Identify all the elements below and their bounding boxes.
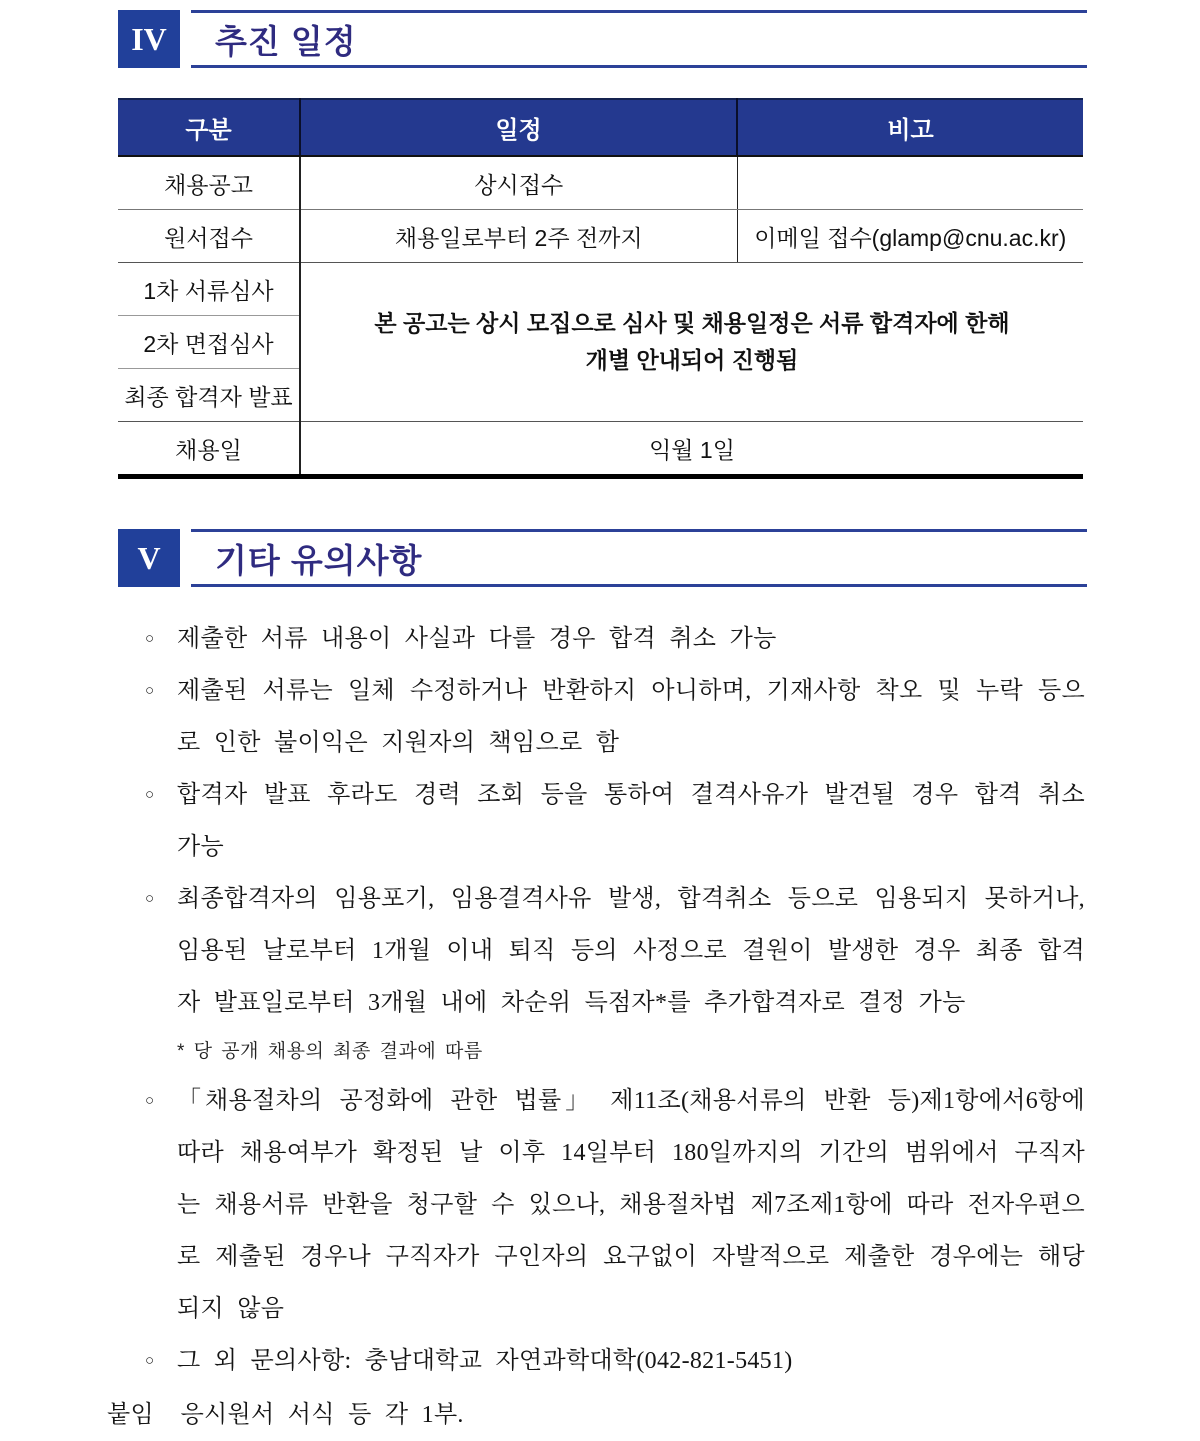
note-text: 「채용절차의 공정화에 관한 법률」 제11조(채용서류의 반환 등)제1항에서6항에 따라 채용여부가 확정된 날 이후 14일부터 180일까지의 기간의 범위에서 구직자는 채용서류 반환을 청구할 수 있으나, 채용절차법 제7조제1항에 따라 전자우편으로 제출된 경우나 구직자가 구인자의 요구없이 자발적으로 제출한 경우에는 해당되지 않음 xyxy=(177,1088,1085,1322)
header-schedule: 일정 xyxy=(300,99,737,156)
section-title-bar xyxy=(191,10,1087,68)
note-text: 그 외 문의사항: 충남대학교 자연과학대학(042-821-5451) xyxy=(177,1348,793,1374)
note-text: 최종합격자의 임용포기, 임용결격사유 발생, 합격취소 등으로 임용되지 못하거나, 임용된 날로부터 1개월 이내 퇴직 등의 사정으로 결원이 발생한 경우 최종 합격자 발표일로부터 3개월 내에 차순위 득점자*를 추가합격자로 결정 가능 xyxy=(177,886,1085,1016)
cell-note: 이메일 접수(glamp@cnu.ac.kr) xyxy=(737,210,1083,263)
header-category: 구분 xyxy=(118,99,300,156)
bullet-circle-icon: ○ xyxy=(145,1353,155,1369)
cell-label: 2차 면접심사 xyxy=(118,316,300,369)
table-row xyxy=(118,422,1083,477)
section-title: 추진 일정 xyxy=(215,22,357,60)
bullet-circle-icon: ○ xyxy=(145,891,155,907)
note-item xyxy=(107,769,1085,873)
cell-label: 원서접수 xyxy=(118,210,300,263)
note-item xyxy=(107,1075,1085,1335)
table-row xyxy=(118,210,1083,263)
cell-label: 1차 서류심사 xyxy=(118,263,300,316)
section-numeral: IV xyxy=(131,20,167,57)
note-item xyxy=(107,873,1085,1029)
schedule-table xyxy=(118,98,1083,479)
section-numeral-box xyxy=(118,529,180,587)
notes-list xyxy=(107,613,1085,1441)
header-note: 비고 xyxy=(737,99,1083,156)
section-numeral-box xyxy=(118,10,180,68)
section-title: 기타 유의사항 xyxy=(215,541,423,579)
note-text: 제출한 서류 내용이 사실과 다를 경우 합격 취소 가능 xyxy=(177,626,777,652)
note-item xyxy=(107,613,1085,665)
merged-note-line2: 개별 안내되어 진행됨 xyxy=(585,347,799,373)
cell-schedule: 상시접수 xyxy=(300,156,737,210)
table-row xyxy=(118,156,1083,210)
note-text: 합격자 발표 후라도 경력 조회 등을 통하여 결격사유가 발견될 경우 합격 취소 가능 xyxy=(177,782,1085,860)
cell-schedule: 채용일로부터 2주 전까지 xyxy=(300,210,737,263)
section-numeral: V xyxy=(137,539,161,576)
section-title-bar xyxy=(191,529,1087,587)
merged-note-line1: 본 공고는 상시 모집으로 심사 및 채용일정은 서류 합격자에 한해 xyxy=(374,310,1010,336)
section-header-schedule xyxy=(118,10,1087,68)
cell-label: 최종 합격자 발표 xyxy=(118,369,300,422)
bullet-circle-icon: ○ xyxy=(145,683,155,699)
cell-note-empty xyxy=(737,156,1083,210)
cell-schedule: 익월 1일 xyxy=(649,436,735,463)
table-row xyxy=(118,263,1083,316)
bullet-circle-icon: ○ xyxy=(145,787,155,803)
section-header-notes xyxy=(118,529,1087,587)
note-item xyxy=(107,665,1085,769)
note-footnote: * 당 공개 채용의 최종 결과에 따름 xyxy=(177,1041,483,1062)
note-text: 제출된 서류는 일체 수정하거나 반환하지 아니하며, 기재사항 착오 및 누락 등으로 인한 불이익은 지원자의 책임으로 함 xyxy=(177,678,1085,756)
bullet-circle-icon: ○ xyxy=(145,631,155,647)
attachment-line: 붙임 응시원서 서식 등 각 1부. xyxy=(107,1402,464,1428)
cell-label: 채용일 xyxy=(118,422,300,477)
cell-label: 채용공고 xyxy=(118,156,300,210)
table-header-row xyxy=(118,99,1083,156)
cell-merged-note xyxy=(300,263,1083,422)
bullet-circle-icon: ○ xyxy=(145,1093,155,1109)
note-item xyxy=(107,1335,1085,1387)
